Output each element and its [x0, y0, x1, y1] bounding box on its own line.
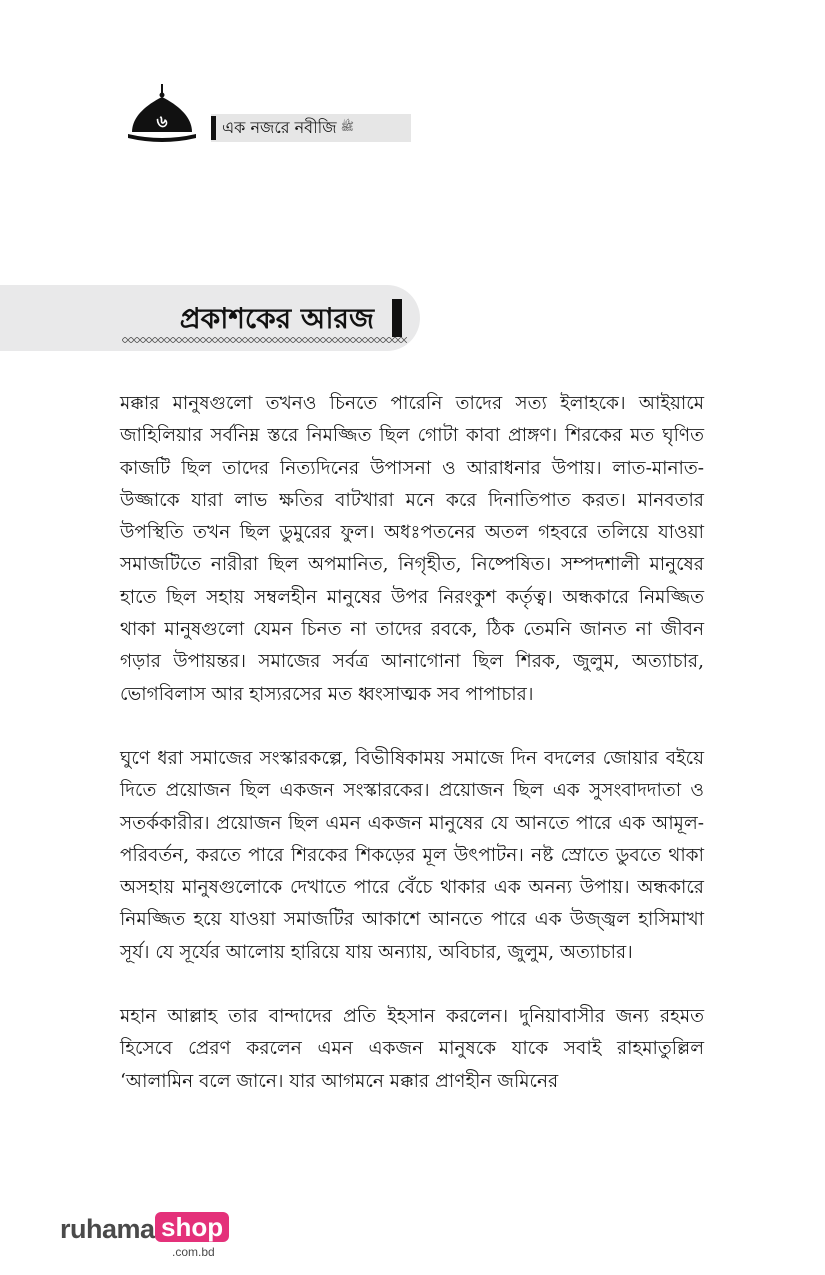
- paragraph: ঘুণে ধরা সমাজের সংস্কারকল্পে, বিভীষিকাময় সমাজে দিন বদলের জোয়ার বইয়ে দিতে প্রয়োজন ছিল একজন সংস্কারকের। প্রয়োজন ছিল এক সুসংবাদদাতা ও সতর্ককারীর। প্রয়োজন ছিল এমন একজন মানুষের যে আনতে পারে এক আমূল-পরিবর্তন, করতে পারে শিরকের শিকড়ের মূল উৎপাটন। নষ্ট স্রোতে ডুবতে থাকা অসহায় মানুষগুলোকে দেখাতে পারে বেঁচে থাকার এক অনন্য উপায়। অন্ধকারে নিমজ্জিত হয়ে যাওয়া সমাজটির আকাশে আনতে পারে এক উজ্জ্বল হাসিমাখা সূর্য। যে সূর্যের আলোয় হারিয়ে যায় অন্যায়, অবিচার, জুলুম, অত্যাচার।: [120, 747, 704, 963]
- paragraph: মহান আল্লাহ তার বান্দাদের প্রতি ইহসান করলেন। দুনিয়াবাসীর জন্য রহমত হিসেবে প্রেরণ করলেন এমন একজন মানুষকে যাকে সবাই রাহমাতুল্লিল ‘আলামিন বলে জানে। যার আগমনে মক্কার প্রাণহীন জমিনের: [120, 1006, 704, 1092]
- salawat-mark: ﷺ: [340, 120, 354, 133]
- section-title-bar: [392, 299, 402, 337]
- running-title: [211, 114, 411, 142]
- decorative-ornament: [122, 337, 407, 343]
- ruhamashop-logo: [60, 1210, 240, 1260]
- page-header: [126, 84, 426, 148]
- logo-brand: ruhama: [60, 1214, 155, 1244]
- page-number: ৬: [156, 112, 168, 132]
- title-marker: [211, 116, 216, 140]
- page-number-badge: [126, 84, 198, 148]
- section-title: প্রকাশকের আরজ: [179, 302, 374, 335]
- body-text: [120, 388, 704, 1130]
- logo-shop: shop: [155, 1212, 229, 1242]
- book-title: এক নজরে নবীজি: [222, 117, 337, 137]
- paragraph: মক্কার মানুষগুলো তখনও চিনতে পারেনি তাদের সত্য ইলাহকে। আইয়ামে জাহিলিয়ার সর্বনিম্ন স্তরে নিমজ্জিত ছিল গোটা কাবা প্রাঙ্গণ। শিরকের মত ঘৃণিত কাজটি ছিল তাদের নিত্যদিনের উপাসনা ও আরাধনার উপায়। লাত-মানাত-উজ্জাকে যারা লাভ ক্ষতির বাটখারা মনে করে দিনাতিপাত করত। মানবতার উপস্থিতি তখন ছিল ডুমুরের ফুল। অধঃপতনের অতল গহবরে তলিয়ে যাওয়া সমাজটিতে নারীরা ছিল অপমানিত, নিগৃহীত, নিষ্পেষিত। সম্পদশালী মানুষের হাতে ছিল সহায় সম্বলহীন মানুষের উপর নিরংকুশ কর্তৃত্ব। অন্ধকারে নিমজ্জিত থাকা মানুষগুলো যেমন চিনত না তাদের রবকে, ঠিক তেমনি জানত না জীবন গড়ার উপায়ন্তর। সমাজের সর্বত্র আনাগোনা ছিল শিরক, জুলুম, অত্যাচার, ভোগবিলাস আর হাস্যরসের মত ধ্বংসাত্মক সব পাপাচার।: [120, 393, 704, 705]
- logo-domain: .com.bd: [172, 1245, 215, 1259]
